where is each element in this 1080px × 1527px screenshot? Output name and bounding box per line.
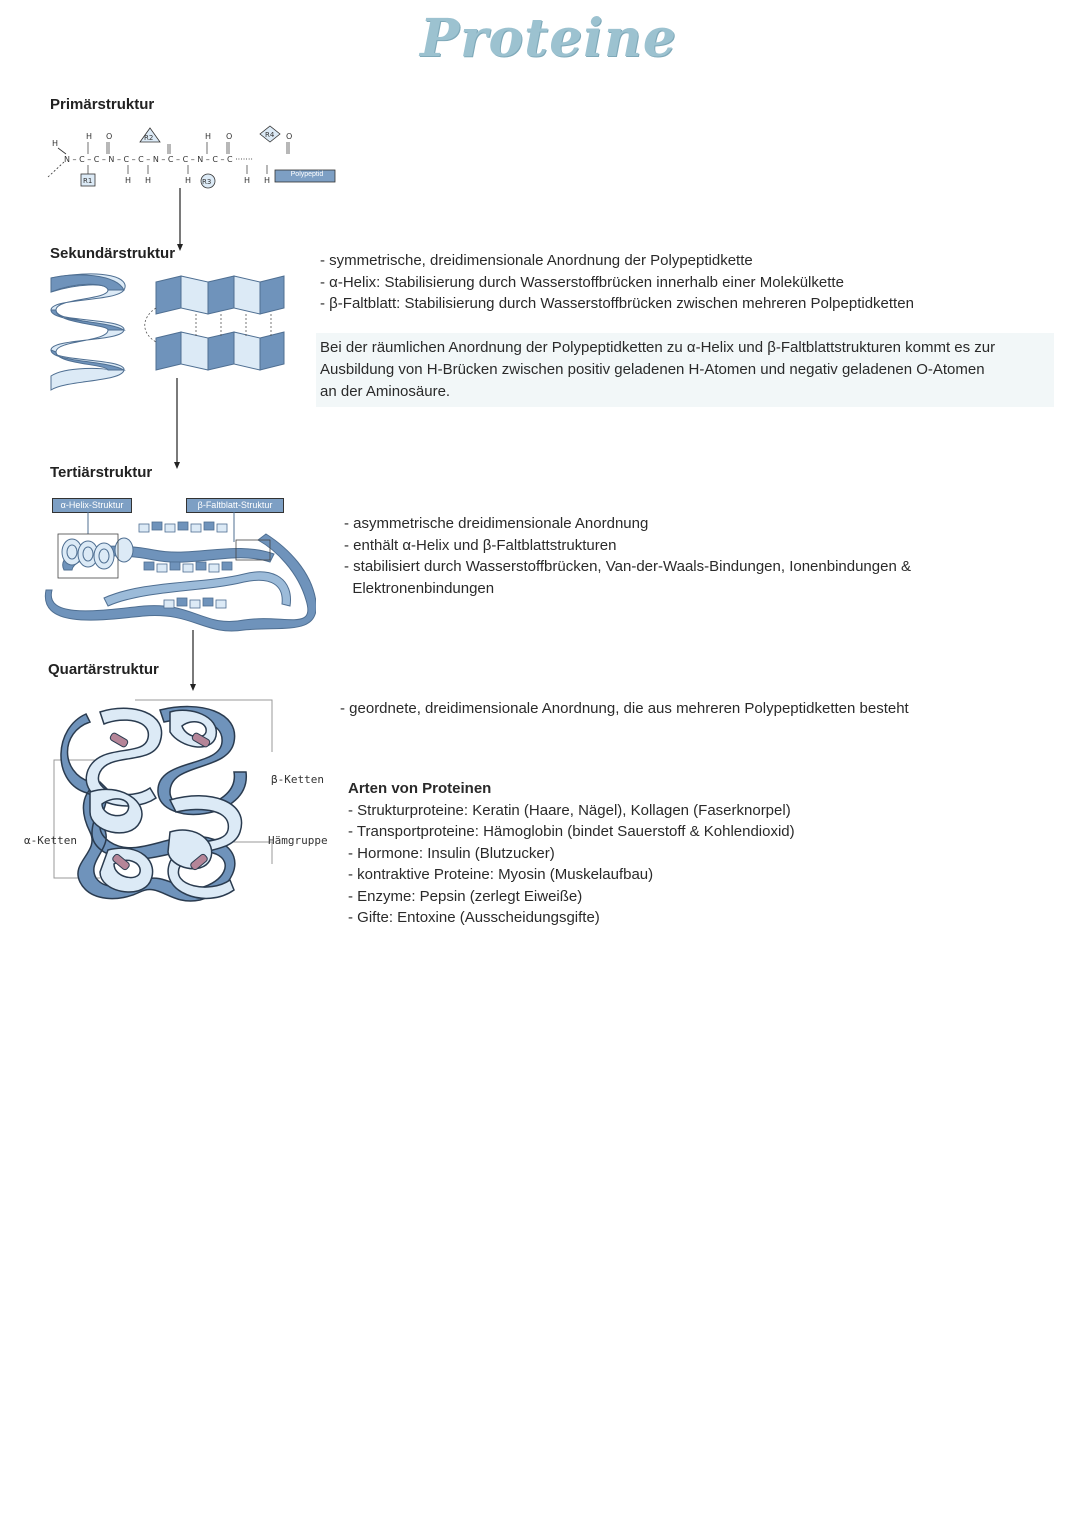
quaternary-heading: Quartärstruktur: [48, 661, 159, 678]
svg-text:H: H: [205, 132, 212, 141]
secondary-bullet: - symmetrische, dreidimensionale Anordnung der Polypeptidkette: [320, 252, 753, 269]
svg-text:H: H: [125, 176, 132, 185]
arrow-down-icon: [187, 630, 199, 694]
primary-heading: Primärstruktur: [50, 96, 155, 113]
label-beta-chains: β-Ketten: [271, 773, 324, 786]
info-line: Bei der räumlichen Anordnung der Polypeptidketten zu α-Helix und β-Faltblattstrukturen kommt es zur: [320, 339, 996, 356]
secondary-bullet: - α-Helix: Stabilisierung durch Wasserstoffbrücken innerhalb einer Molekülkette: [320, 273, 844, 291]
svg-text:H: H: [244, 176, 251, 185]
svg-text:O: O: [106, 132, 113, 141]
secondary-structure-diagram: [46, 268, 291, 400]
protein-type-item: - kontraktive Proteine: Myosin (Muskelaufbau): [348, 866, 654, 883]
tertiary-bullet: - enthält α-Helix und β-Faltblattstrukturen: [344, 536, 617, 554]
quaternary-bullets: [340, 698, 909, 720]
arrow-down-icon: [174, 188, 186, 252]
label-alpha-chains: α-Ketten: [24, 834, 77, 847]
page-title: Proteine: [420, 8, 677, 69]
protein-types-heading: Arten von Proteinen: [348, 780, 492, 797]
secondary-bullet: - β-Faltblatt: Stabilisierung durch Wasserstoffbrücken zwischen mehreren Polpeptidketten: [320, 295, 914, 312]
svg-text:H: H: [145, 176, 152, 185]
svg-text:H: H: [86, 132, 93, 141]
svg-text:R2: R2: [144, 134, 154, 142]
quaternary-bullet: - geordnete, dreidimensionale Anordnung, die aus mehreren Polypeptidketten besteht: [340, 700, 909, 717]
tertiary-bullet: Elektronenbindungen: [344, 579, 495, 597]
tertiary-bullet: - stabilisiert durch Wasserstoffbrücken, Van-der-Waals-Bindungen, Ionenbindungen &: [344, 558, 911, 575]
svg-text:H: H: [264, 176, 271, 185]
arrow-down-icon: [171, 378, 183, 470]
svg-text:N – C – C – N – C – C – N – C: N – C – C – N – C – C – N – C – C – N – C – C ·······: [64, 155, 253, 164]
svg-text:O: O: [286, 132, 293, 141]
secondary-heading: Sekundärstruktur: [50, 245, 176, 262]
svg-text:H: H: [52, 139, 59, 148]
label-heme-group: Hämgruppe: [268, 834, 328, 847]
tertiary-structure-diagram: [44, 510, 316, 638]
svg-text:O: O: [226, 132, 233, 141]
svg-text:R3: R3: [202, 178, 212, 186]
svg-text:R1: R1: [83, 177, 93, 185]
tertiary-bullet: - asymmetrische dreidimensionale Anordnung: [344, 515, 649, 532]
secondary-bullets: [320, 250, 914, 315]
quaternary-structure-diagram: [20, 692, 320, 914]
svg-text:H: H: [185, 176, 192, 185]
tertiary-bullets: [344, 513, 911, 599]
protein-types-section: [348, 778, 795, 929]
protein-type-item: - Hormone: Insulin (Blutzucker): [348, 844, 555, 862]
info-line: Ausbildung von H-Brücken zwischen positiv geladenen H-Atomen und negativ geladenen O-Atomen: [320, 361, 985, 378]
svg-text:R4: R4: [265, 131, 275, 139]
polypeptide-label: Polypeptid: [290, 171, 324, 178]
protein-type-item: - Strukturproteine: Keratin (Haare, Nägel), Kollagen (Faserknorpel): [348, 801, 791, 819]
primary-structure-diagram: [40, 122, 350, 192]
protein-type-item: - Gifte: Entoxine (Ausscheidungsgifte): [348, 909, 600, 926]
protein-type-item: - Transportproteine: Hämoglobin (bindet Sauerstoff & Kohlendioxid): [348, 823, 795, 840]
label-helix-structure: α-Helix-Struktur: [52, 498, 132, 513]
secondary-info-box: [316, 333, 1054, 407]
tertiary-heading: Tertiärstruktur: [50, 464, 153, 481]
label-sheet-structure: β-Faltblatt-Struktur: [186, 498, 284, 513]
protein-type-item: - Enzyme: Pepsin (zerlegt Eiweiße): [348, 887, 583, 905]
info-line: an der Aminosäure.: [320, 383, 451, 400]
